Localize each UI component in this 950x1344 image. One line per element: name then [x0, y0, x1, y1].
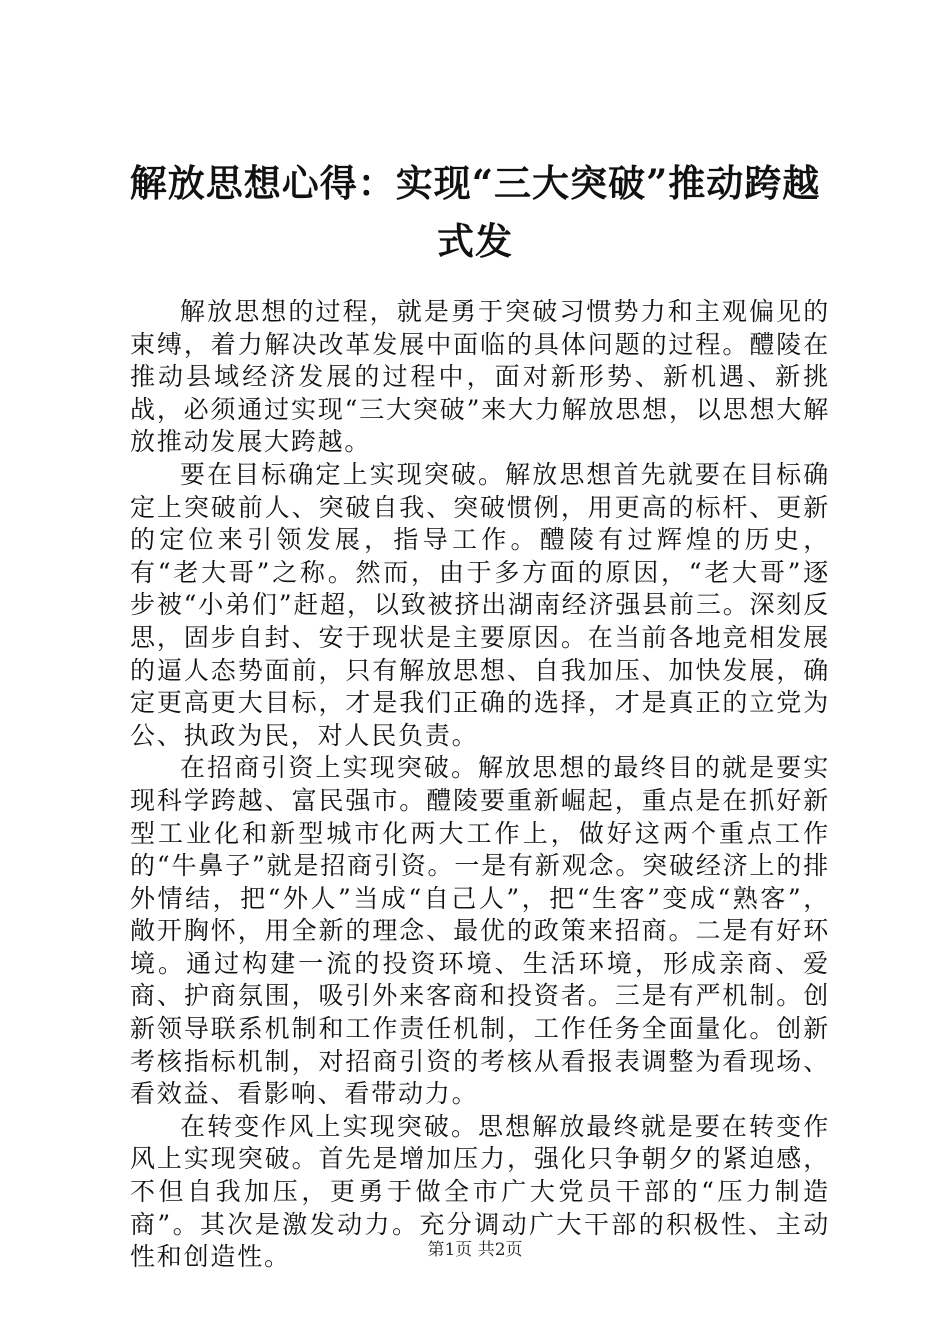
paragraph-intro: 解放思想的过程，就是勇于突破习惯势力和主观偏见的束缚，着力解决改革发展中面临的具体问题的过程。醴陵在推动县域经济发展的过程中，面对新形势、新机遇、新挑战，必须通过实现“三大突破”来大力解放思想，以思想大解放推动发展大跨越。	[130, 297, 830, 457]
page-footer: 第1页 共2页	[427, 1240, 523, 1260]
paragraph-goal-breakthrough: 要在目标确定上实现突破。解放思想首先就要在目标确定上突破前人、突破自我、突破惯例，用更高的标杆、更新的定位来引领发展，指导工作。醴陵有过辉煌的历史，有“老大哥”之称。然而，由于多方面的原因，“老大哥”逐步被“小弟们”赶超，以致被挤出湖南经济强县前三。深刻反思，固步自封、安于现状是主要原因。在当前各地竞相发展的逼人态势面前，只有解放思想、自我加压、加快发展，确定更高更大目标，才是我们正确的选择，才是真正的立党为公、执政为民，对人民负责。	[130, 459, 830, 750]
paragraph-investment-breakthrough: 在招商引资上实现突破。解放思想的最终目的就是要实现科学跨越、富民强市。醴陵要重新崛起，重点是在抓好新型工业化和新型城市化两大工作上，做好这两个重点工作的“牛鼻子”就是招商引资。一是有新观念。突破经济上的排外情结，把“外人”当成“自己人”，把“生客”变成“熟客”，敞开胸怀，用全新的理念、最优的政策来招商。二是有好环境。通过构建一流的投资环境、生活环境，形成亲商、爱商、护商氛围，吸引外来客商和投资者。三是有严机制。创新领导联系机制和工作责任机制，工作任务全面量化。创新考核指标机制，对招商引资的考核从看报表调整为看现场、看效益、看影响、看带动力。	[130, 753, 830, 1109]
paragraph-style-breakthrough: 在转变作风上实现突破。思想解放最终就是要在转变作风上实现突破。首先是增加压力，强化只争朝夕的紧迫感，不但自我加压，更勇于做全市广大党员干部的“压力制造商”。其次是激发动力。充分调动广大干部的积极性、主动性和创造性。	[130, 1111, 830, 1272]
document-body	[130, 296, 830, 1274]
document-title: 解放思想心得：实现“三大突破”推动跨越式发	[129, 161, 821, 263]
